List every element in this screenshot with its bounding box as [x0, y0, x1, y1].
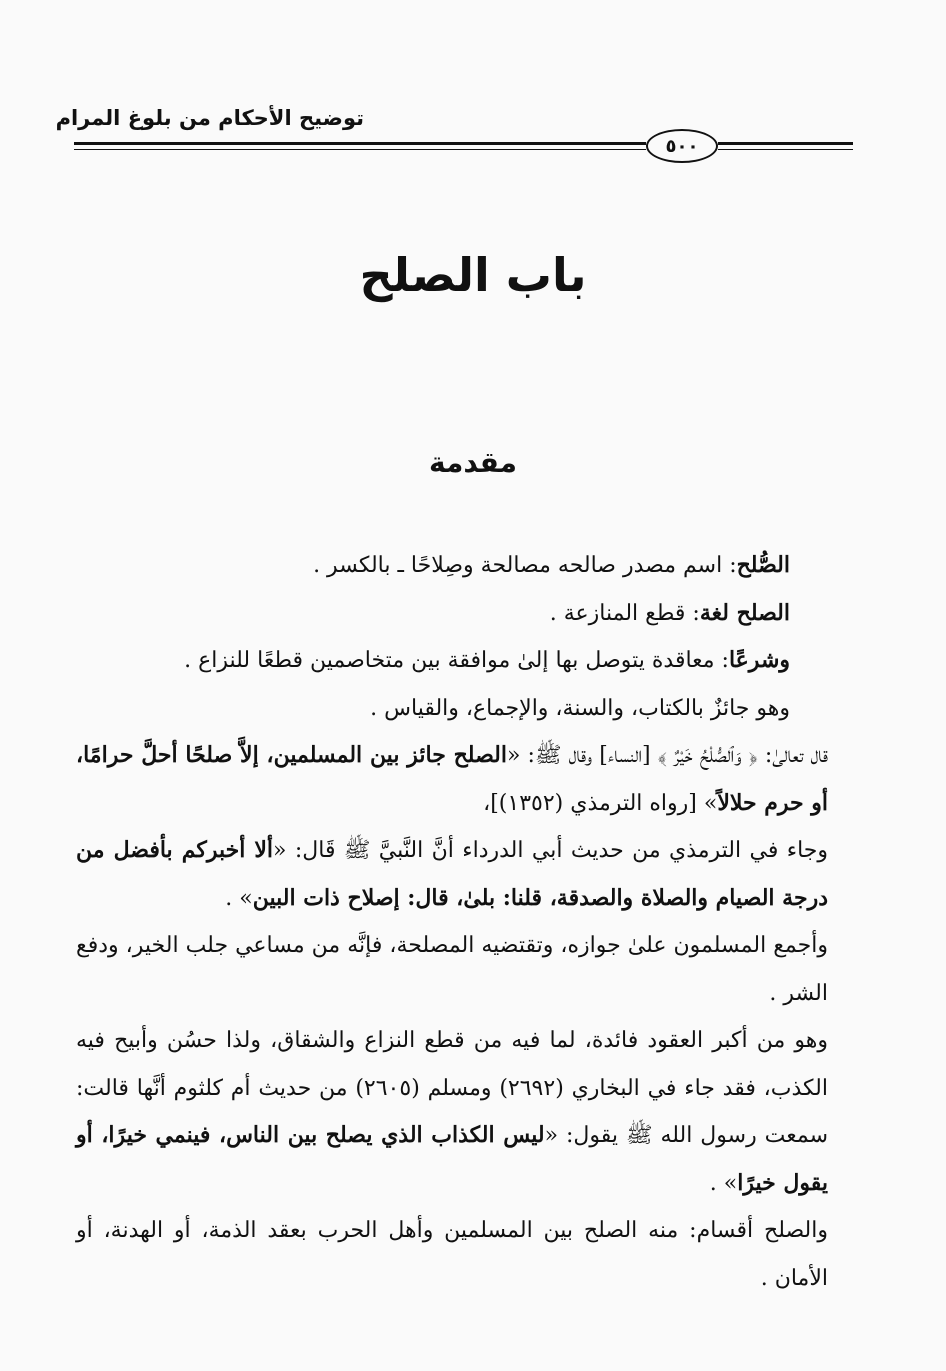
hadith-text: ليس الكذاب الذي يصلح بين الناس، فينمي خيرًا، أو يقول خيرًا: [76, 1122, 828, 1196]
term: وشرعًا: [728, 647, 790, 673]
paragraph: [76, 827, 828, 922]
header-rule-thick-right: [718, 142, 853, 145]
term: الصُّلح: [736, 552, 790, 578]
header-rule-thin-right: [718, 149, 853, 150]
book-title: توضيح الأحكام من بلوغ المرام: [55, 106, 364, 130]
citation: » [رواه الترمذي (١٣٥٢)]،: [483, 790, 718, 816]
chapter-title: باب الصلح: [359, 248, 587, 302]
definition: : معاقدة يتوصل بها إلىٰ موافقة بين متخاصمين قطعًا للنزاع .: [184, 648, 729, 673]
paragraph: [76, 732, 828, 827]
paragraph: وأجمع المسلمون علىٰ جوازه، وتقتضيه المصلحة، فإنَّه من مساعي جلب الخير، ودفع الشر .: [76, 933, 828, 1006]
body-text: [76, 542, 829, 1302]
header-rule-thin-left: [74, 149, 646, 150]
definition-line: [76, 637, 790, 685]
text-run: وجاء في الترمذي من حديث أبي الدرداء أنَّ النَّبيَّ ﷺ قَال: «: [273, 838, 829, 863]
hadith-text: الصلح جائز بين المسلمين، إلاَّ صلحًا أحلَّ حرامًا، أو حرم حلالاً: [76, 742, 828, 816]
header-rule-thick-left: [74, 142, 646, 145]
text-run: » .: [225, 885, 253, 911]
text-run: وهو من أكبر العقود فائدة، لما فيه من قطع النزاع والشقاق، ولذا حسُن وأبيح فيه الكذب، فقد جاء في البخاري (٢٦٩٢) ومسلم (٢٦٠٥) من حديث أم كلثوم أنَّها قالت: سمعت رسول الله ﷺ يقول: «: [76, 1028, 828, 1148]
text-run: قال تعالىٰ: ﴿ وَٱلصُّلْحُ خَيْرٌ ﴾ [النساء] وقال ﷺ: «: [506, 743, 828, 768]
hadith-text: ألا أخبركم بأفضل من درجة الصيام والصلاة والصدقة، قلنا: بلىٰ، قال: إصلاح ذات البين: [76, 837, 828, 911]
paragraph: [76, 1017, 828, 1207]
text-run: » .: [709, 1170, 738, 1196]
definition-line: [76, 590, 790, 638]
section-title: مقدمة: [429, 446, 517, 479]
paragraph: والصلح أقسام: منه الصلح بين المسلمين وأهل الحرب بعقد الذمة، أو الهدنة، أو الأمان .: [76, 1218, 828, 1291]
paragraph: وهو جائزٌ بالكتاب، والسنة، والإجماع، والقياس .: [370, 695, 790, 721]
term: الصلح لغة: [699, 599, 790, 626]
definition: : قطع المنازعة .: [549, 600, 700, 626]
definition-line: [76, 542, 790, 590]
page-number: ٥٠٠: [646, 129, 718, 163]
definition: : اسم مصدر صالحه مصالحة وصِلاحًا ـ بالكسر .: [313, 553, 737, 578]
